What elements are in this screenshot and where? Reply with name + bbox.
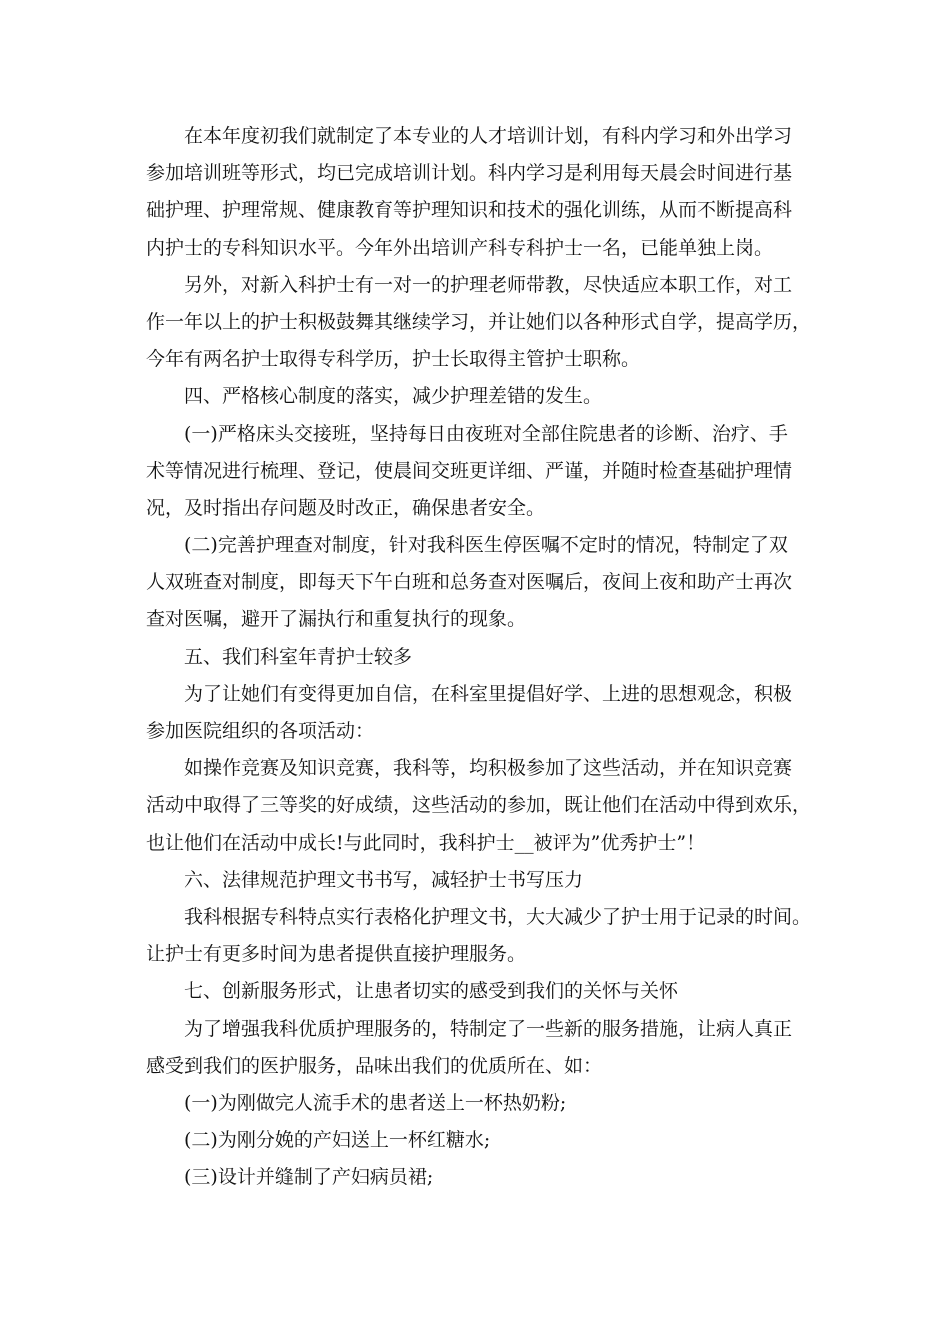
text-line: 如操作竞赛及知识竞赛，我科等，均积极参加了这些活动，并在知识竞赛 bbox=[184, 757, 793, 780]
text-line: 参加医院组织的各项活动： bbox=[146, 720, 375, 742]
section-heading-seven bbox=[146, 973, 811, 1010]
section-heading: 七、创新服务形式，让患者切实的感受到我们的关怀与关怀 bbox=[184, 980, 679, 1003]
text-line: (一)严格床头交接班，坚持每日由夜班对全部住院患者的诊断、治疗、手 bbox=[184, 422, 788, 445]
text-line: 查对医嘱，避开了漏执行和重复执行的现象。 bbox=[146, 608, 527, 631]
text-line: 今年有两名护士取得专科学历，护士长取得主管护士职称。 bbox=[146, 348, 641, 371]
text-line: 人双班查对制度，即每天下午白班和总务查对医嘱后，夜间上夜和助产士再次 bbox=[146, 571, 793, 594]
paragraph-training-plan bbox=[146, 118, 811, 267]
list-item-patient-dress bbox=[146, 1159, 811, 1196]
list-item: (一)为刚做完人流手术的患者送上一杯热奶粉; bbox=[184, 1091, 567, 1114]
text-line: 让护士有更多时间为患者提供直接护理服务。 bbox=[146, 943, 527, 966]
paragraph-new-nurses bbox=[146, 267, 811, 379]
text-line: (二)完善护理查对制度，针对我科医生停医嘱不定时的情况，特制定了双 bbox=[184, 534, 788, 557]
text-line: 也让他们在活动中成长!与此同时，我科护士__被评为”优秀护士”！ bbox=[146, 831, 706, 854]
list-item: (二)为刚分娩的产妇送上一杯红糖水; bbox=[184, 1129, 491, 1152]
paragraph-handover bbox=[146, 416, 811, 528]
text-line: 在本年度初我们就制定了本专业的人才培训计划，有科内学习和外出学习 bbox=[184, 125, 793, 147]
text-line: 内护士的专科知识水平。今年外出培训产科专科护士一名，已能单独上岗。 bbox=[146, 236, 774, 259]
list-item-brown-sugar bbox=[146, 1122, 811, 1159]
paragraph-service-measures bbox=[146, 1011, 811, 1085]
text-line: 术等情况进行梳理、登记，使晨间交班更详细、严谨，并随时检查基础护理情 bbox=[146, 459, 793, 482]
text-line: 础护理、护理常规、健康教育等护理知识和技术的强化训练，从而不断提高科 bbox=[146, 199, 793, 222]
section-heading: 五、我们科室年青护士较多 bbox=[184, 645, 413, 668]
section-heading: 六、法律规范护理文书书写，减轻护士书写压力 bbox=[184, 868, 584, 891]
list-item-milk-powder bbox=[146, 1085, 811, 1122]
text-line: 我科根据专科特点实行表格化护理文书，大大减少了护士用于记录的时间。 bbox=[184, 905, 812, 928]
text-line: 为了让她们有变得更加自信，在科室里提倡好学、上进的思想观念，积极 bbox=[184, 682, 793, 705]
paragraph-documentation bbox=[146, 899, 811, 973]
section-heading-four bbox=[146, 378, 811, 415]
text-line: 感受到我们的医护服务，品味出我们的优质所在、如： bbox=[146, 1054, 603, 1077]
paragraph-confidence bbox=[146, 676, 811, 750]
section-heading-five bbox=[146, 639, 811, 676]
document-body bbox=[146, 118, 811, 1196]
text-line: 为了增强我科优质护理服务的，特制定了一些新的服务措施，让病人真正 bbox=[184, 1017, 793, 1040]
text-line: 参加培训班等形式，均已完成培训计划。科内学习是利用每天晨会时间进行基 bbox=[146, 162, 793, 185]
section-heading-six bbox=[146, 862, 811, 899]
paragraph-competitions bbox=[146, 750, 811, 862]
text-line: 作一年以上的护士积极鼓舞其继续学习，并让她们以各种形式自学，提高学历， bbox=[146, 310, 812, 333]
text-line: 活动中取得了三等奖的好成绩，这些活动的参加，既让他们在活动中得到欢乐， bbox=[146, 794, 812, 817]
paragraph-check-system bbox=[146, 527, 811, 639]
list-item: (三)设计并缝制了产妇病员裙; bbox=[184, 1166, 434, 1189]
text-line: 况，及时指出存问题及时改正，确保患者安全。 bbox=[146, 496, 546, 519]
section-heading: 四、严格核心制度的落实，减少护理差错的发生。 bbox=[184, 385, 603, 408]
text-line: 另外，对新入科护士有一对一的护理老师带教，尽快适应本职工作，对工 bbox=[184, 273, 793, 296]
